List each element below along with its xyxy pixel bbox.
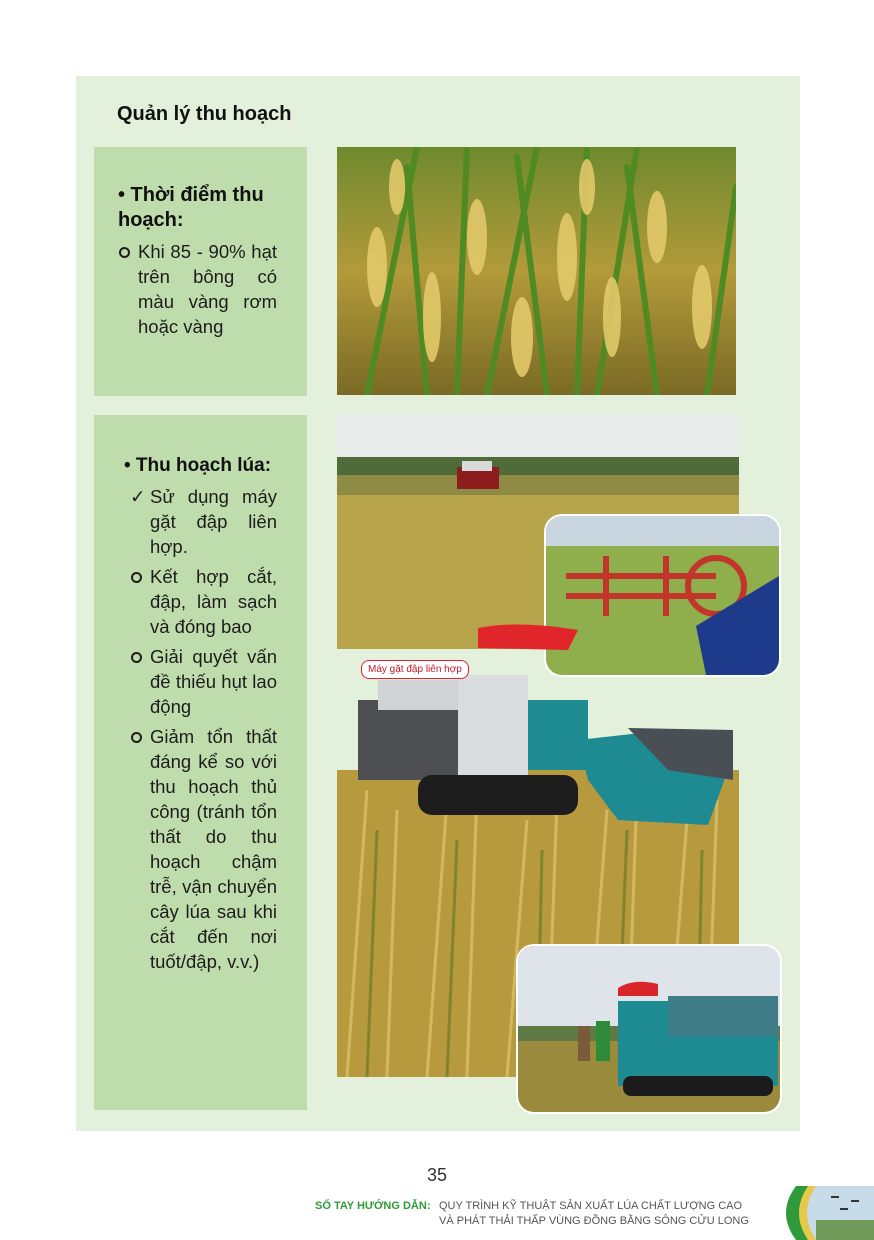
image-caption-tag: Máy gặt đập liên hợp	[361, 660, 469, 679]
list-item	[130, 644, 277, 719]
list-item	[130, 484, 277, 559]
list-item-text: Giảm tổn thất đáng kể so với thu hoạch thủ công (tránh tổn thất do thu hoạch chậm trễ, vận chuyển cây lúa sau khi cắt đến nơi tuốt/đập, v.v.)	[150, 726, 277, 972]
list-item	[130, 564, 277, 639]
list-item	[118, 239, 277, 339]
rice-panicles-photo	[337, 147, 736, 395]
list-item	[130, 724, 277, 974]
footer-title-line1: QUY TRÌNH KỸ THUẬT SẢN XUẤT LÚA CHẤT LƯỢNG CAO	[439, 1200, 743, 1212]
list-item-text: Khi 85 - 90% hạt trên bông có màu vàng rơm hoặc vàng	[138, 241, 277, 337]
harvest-method-heading: • Thu hoạch lúa:	[124, 455, 272, 476]
list-item-text: Giải quyết vấn đề thiếu hụt lao động	[150, 646, 277, 717]
combine-harvester-illustration	[338, 620, 738, 835]
combine-in-field-photo	[516, 944, 782, 1114]
checkmark-icon: ✓	[130, 486, 146, 507]
harvest-timing-heading: • Thời điểm thu hoạch:	[118, 184, 264, 231]
list-item-text: Sử dụng máy gặt đập liên hợp.	[150, 486, 277, 557]
page-number: 35	[426, 1165, 448, 1185]
footer-title-line2: VÀ PHÁT THẢI THẤP VÙNG ĐỒNG BẰNG SÔNG CỬU LONG	[439, 1215, 749, 1227]
footer-line-1	[315, 1199, 749, 1214]
list-item-text: Kết hợp cắt, đập, làm sạch và đóng bao	[150, 566, 277, 637]
footer	[315, 1199, 749, 1229]
section-title: Quản lý thu hoạch	[117, 103, 292, 125]
footer-decoration-image	[776, 1186, 874, 1240]
harvest-method-box	[94, 415, 307, 1110]
footer-label: SỔ TAY HƯỚNG DẪN:	[315, 1200, 431, 1212]
harvest-timing-box	[94, 147, 307, 396]
